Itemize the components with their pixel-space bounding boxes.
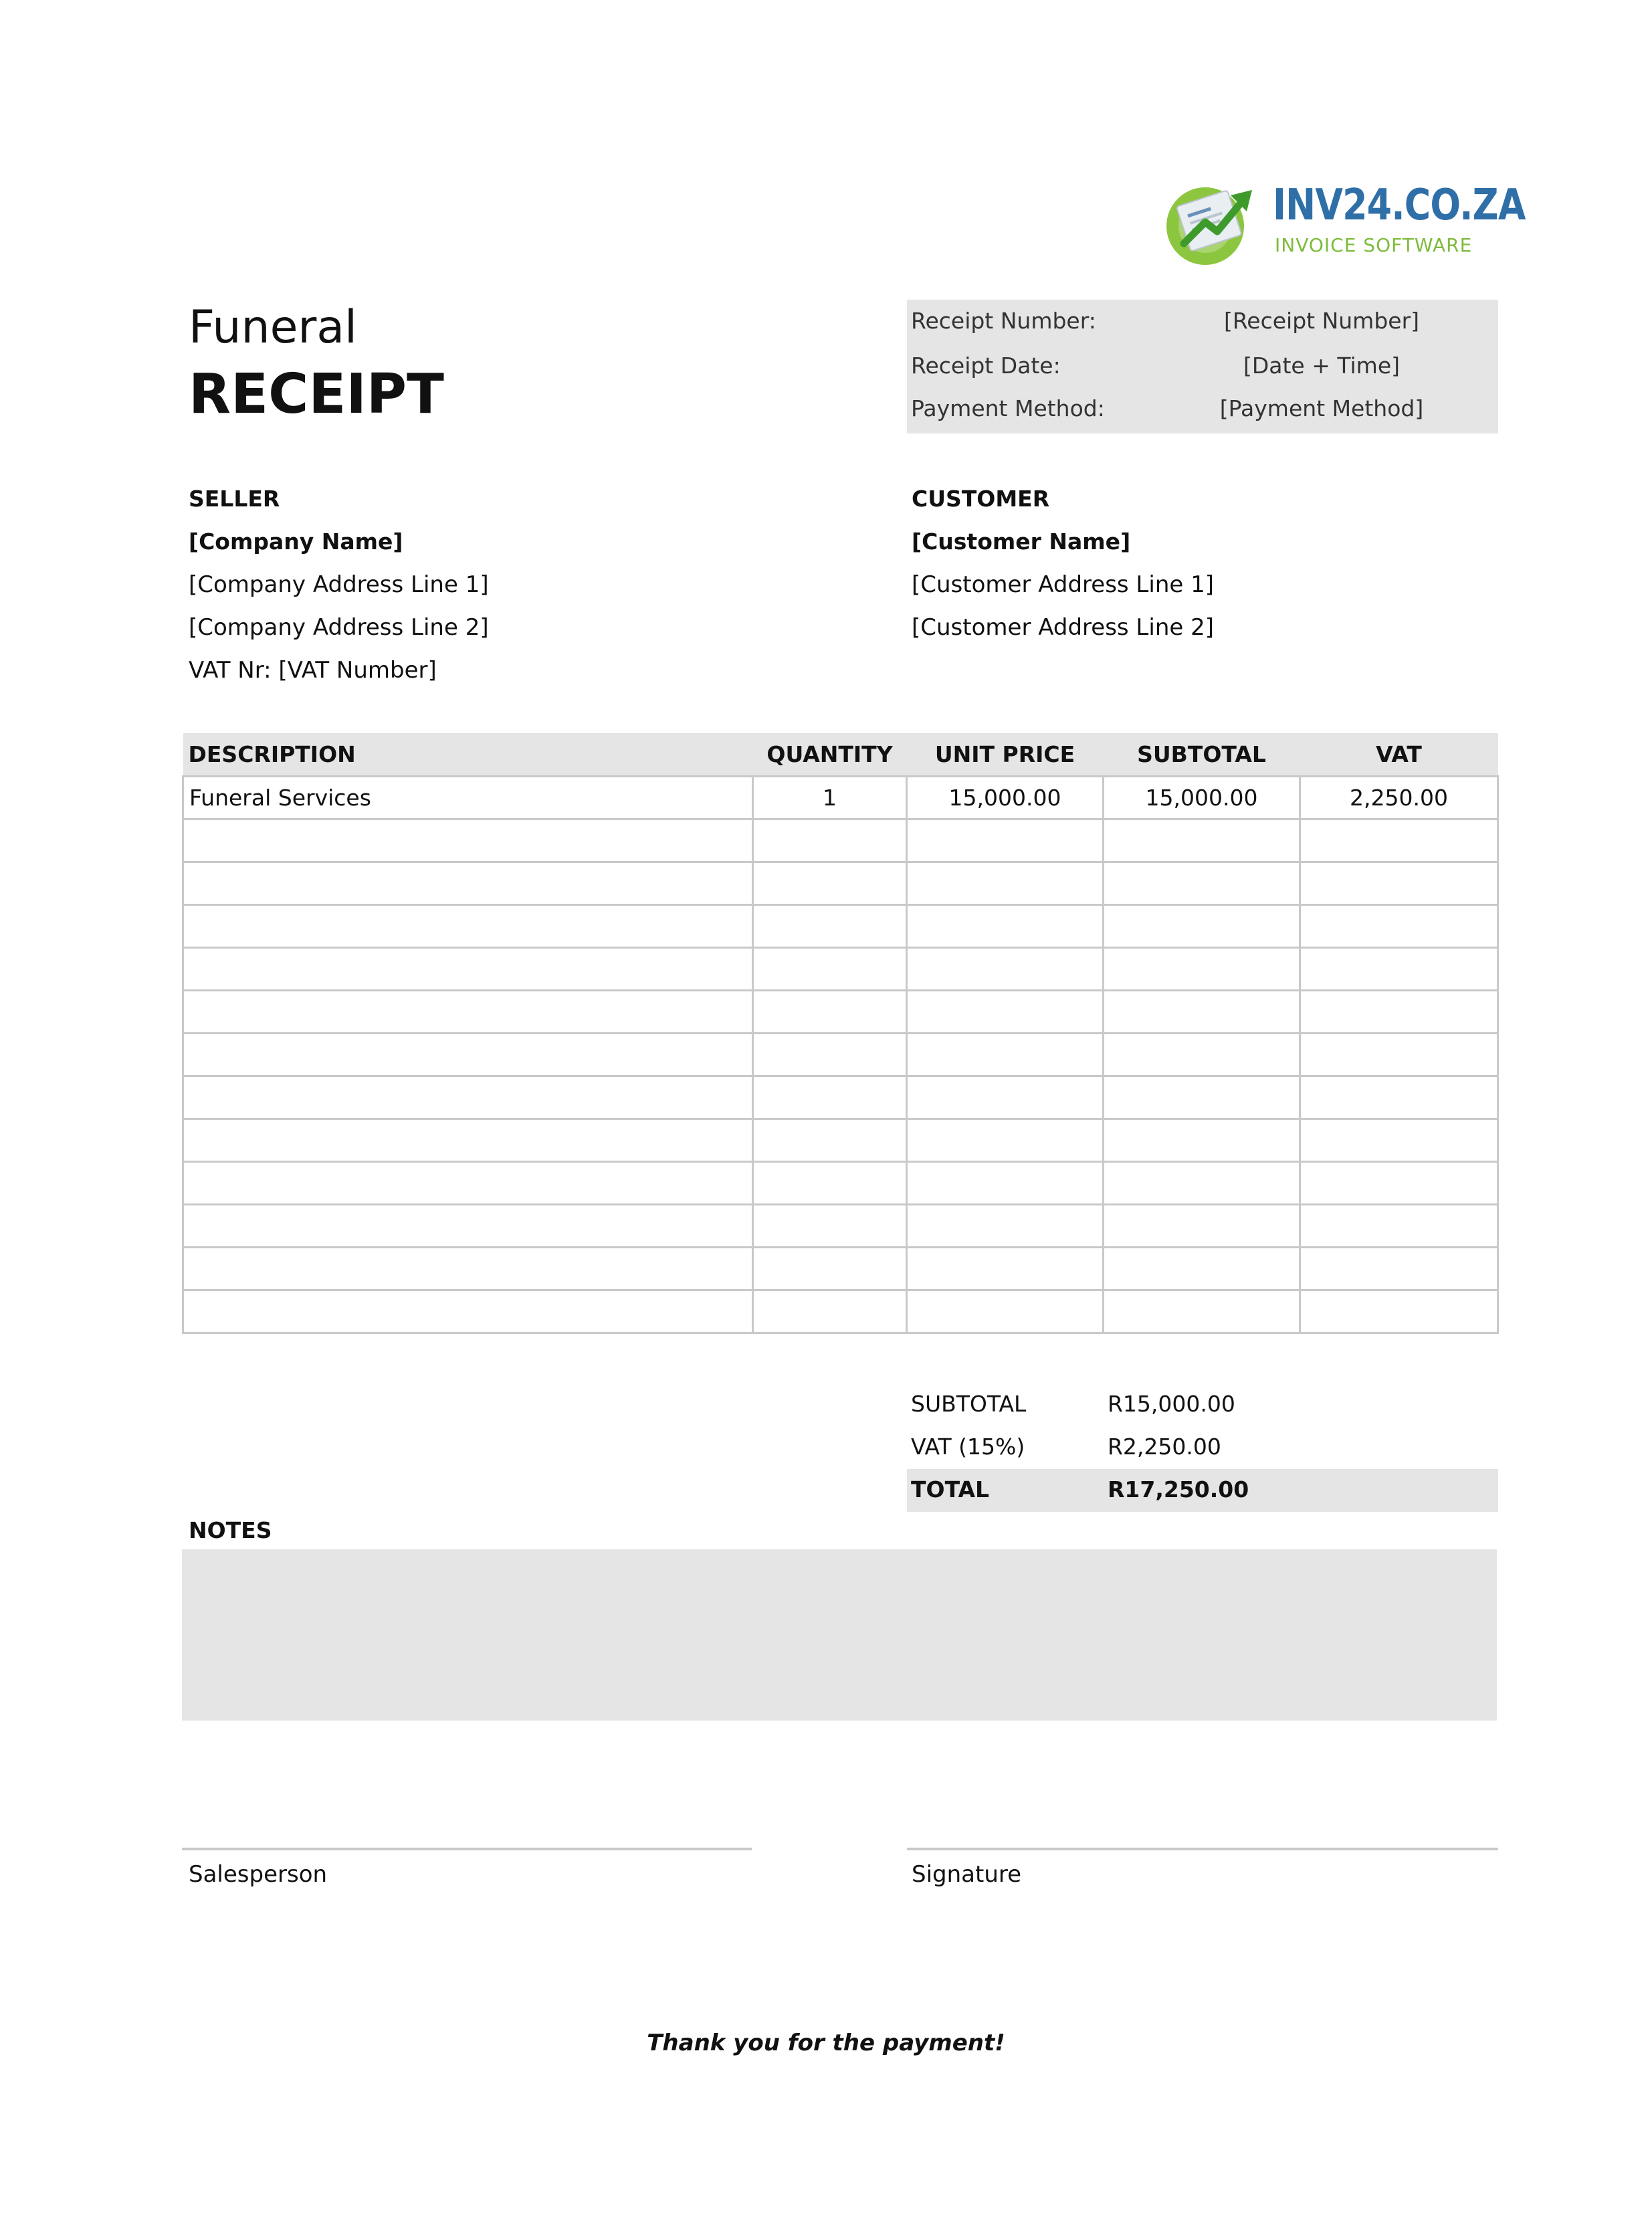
cell-subtotal[interactable]	[1104, 991, 1300, 1034]
seller-heading: SELLER	[189, 486, 280, 512]
cell-subtotal[interactable]	[1104, 1034, 1300, 1076]
cell-vat[interactable]	[1300, 1076, 1498, 1119]
seller-name[interactable]: [Company Name]	[189, 528, 403, 555]
cell-vat[interactable]	[1300, 1162, 1498, 1205]
cell-unit-price[interactable]	[907, 991, 1104, 1034]
receipt-number-row	[907, 300, 1498, 340]
subtotal-value: R15,000.00	[1108, 1391, 1235, 1417]
column-header-unit-price: UNIT PRICE	[907, 733, 1104, 777]
cell-vat[interactable]	[1300, 1205, 1498, 1248]
customer-signature-line[interactable]	[907, 1848, 1498, 1850]
payment-method-label: Payment Method:	[911, 395, 1105, 421]
cell-quantity[interactable]: 1	[753, 777, 907, 819]
brand-logo	[1164, 167, 1526, 268]
cell-quantity[interactable]	[753, 1034, 907, 1076]
totals-section	[907, 1383, 1498, 1512]
cell-quantity[interactable]	[753, 1290, 907, 1333]
cell-description[interactable]	[183, 1162, 753, 1205]
cell-quantity[interactable]	[753, 1205, 907, 1248]
column-header-quantity: QUANTITY	[753, 733, 907, 777]
column-header-subtotal: SUBTOTAL	[1104, 733, 1300, 777]
customer-heading: CUSTOMER	[912, 486, 1050, 512]
cell-quantity[interactable]	[753, 862, 907, 905]
table-row	[183, 948, 1498, 991]
cell-subtotal[interactable]	[1104, 819, 1300, 862]
salesperson-label: Salesperson	[189, 1861, 328, 1888]
cell-unit-price[interactable]	[907, 1162, 1104, 1205]
cell-description[interactable]	[183, 1290, 753, 1333]
cell-unit-price[interactable]	[907, 948, 1104, 991]
table-row	[183, 862, 1498, 905]
cell-subtotal[interactable]	[1104, 1205, 1300, 1248]
cell-subtotal[interactable]	[1104, 905, 1300, 948]
line-items-table	[182, 733, 1499, 1334]
cell-description[interactable]	[183, 819, 753, 862]
receipt-date-value[interactable]: [Date + Time]	[1243, 353, 1400, 379]
seller-address-line-2[interactable]: [Company Address Line 2]	[189, 614, 489, 641]
subtotal-row	[907, 1383, 1498, 1426]
cell-quantity[interactable]	[753, 1076, 907, 1119]
document-title-category: Funeral	[189, 301, 357, 354]
customer-name[interactable]: [Customer Name]	[912, 528, 1131, 555]
cell-subtotal[interactable]	[1104, 1290, 1300, 1333]
cell-quantity[interactable]	[753, 991, 907, 1034]
table-row	[183, 1162, 1498, 1205]
cell-vat[interactable]	[1300, 905, 1498, 948]
cell-vat[interactable]	[1300, 862, 1498, 905]
cell-subtotal[interactable]	[1104, 1162, 1300, 1205]
cell-quantity[interactable]	[753, 1248, 907, 1290]
subtotal-label: SUBTOTAL	[911, 1391, 1027, 1417]
cell-vat[interactable]	[1300, 1119, 1498, 1162]
table-row	[183, 1076, 1498, 1119]
cell-unit-price[interactable]	[907, 1248, 1104, 1290]
cell-description[interactable]: Funeral Services	[183, 777, 753, 819]
table-row	[183, 1034, 1498, 1076]
cell-description[interactable]	[183, 1076, 753, 1119]
table-row	[183, 819, 1498, 862]
vat-row	[907, 1426, 1498, 1469]
cell-vat[interactable]	[1300, 1290, 1498, 1333]
receipt-number-value[interactable]: [Receipt Number]	[1223, 308, 1420, 334]
cell-quantity[interactable]	[753, 948, 907, 991]
cell-subtotal[interactable]: 15,000.00	[1104, 777, 1300, 819]
cell-unit-price[interactable]	[907, 1076, 1104, 1119]
table-row	[183, 1248, 1498, 1290]
vat-value: R2,250.00	[1108, 1434, 1221, 1460]
seller-vat-number[interactable]: VAT Nr: [VAT Number]	[189, 657, 437, 684]
cell-subtotal[interactable]	[1104, 948, 1300, 991]
logo-title: INV24.CO.ZA	[1273, 181, 1526, 230]
cell-vat[interactable]	[1300, 1034, 1498, 1076]
cell-description[interactable]	[183, 991, 753, 1034]
table-row	[183, 991, 1498, 1034]
cell-vat[interactable]: 2,250.00	[1300, 777, 1498, 819]
cell-vat[interactable]	[1300, 991, 1498, 1034]
cell-unit-price[interactable]: 15,000.00	[907, 777, 1104, 819]
notes-heading: NOTES	[189, 1517, 272, 1543]
total-row	[907, 1469, 1498, 1512]
receipt-info-box	[907, 300, 1498, 433]
receipt-date-row	[907, 345, 1498, 385]
cell-unit-price[interactable]	[907, 819, 1104, 862]
cell-description[interactable]	[183, 905, 753, 948]
cell-unit-price[interactable]	[907, 1119, 1104, 1162]
receipt-number-label: Receipt Number:	[911, 308, 1096, 334]
table-row	[183, 1119, 1498, 1162]
column-header-vat: VAT	[1300, 733, 1498, 777]
total-label: TOTAL	[911, 1476, 990, 1502]
notes-field[interactable]	[182, 1549, 1497, 1721]
cell-unit-price[interactable]	[907, 1290, 1104, 1333]
payment-method-row	[907, 387, 1498, 427]
signature-label: Signature	[912, 1861, 1022, 1888]
cell-unit-price[interactable]	[907, 862, 1104, 905]
cell-subtotal[interactable]	[1104, 1248, 1300, 1290]
customer-address-line-2[interactable]: [Customer Address Line 2]	[912, 614, 1214, 641]
seller-address-line-1[interactable]: [Company Address Line 1]	[189, 571, 489, 598]
cell-quantity[interactable]	[753, 819, 907, 862]
cell-quantity[interactable]	[753, 1162, 907, 1205]
cell-subtotal[interactable]	[1104, 1119, 1300, 1162]
table-row	[183, 777, 1498, 819]
cell-unit-price[interactable]	[907, 1034, 1104, 1076]
salesperson-signature-line[interactable]	[182, 1848, 752, 1850]
table-row	[183, 1205, 1498, 1248]
cell-quantity[interactable]	[753, 905, 907, 948]
cell-unit-price[interactable]	[907, 1205, 1104, 1248]
vat-label: VAT (15%)	[911, 1434, 1025, 1460]
cell-vat[interactable]	[1300, 948, 1498, 991]
cell-description[interactable]	[183, 1248, 753, 1290]
cell-vat[interactable]	[1300, 1248, 1498, 1290]
table-header-row	[183, 733, 1498, 777]
cell-unit-price[interactable]	[907, 905, 1104, 948]
logo-subtitle: INVOICE SOFTWARE	[1275, 234, 1473, 256]
cell-description[interactable]	[183, 1205, 753, 1248]
column-header-description: DESCRIPTION	[183, 733, 753, 777]
customer-address-line-1[interactable]: [Customer Address Line 1]	[912, 571, 1214, 598]
cell-description[interactable]	[183, 862, 753, 905]
document-title: RECEIPT	[189, 363, 444, 426]
cell-subtotal[interactable]	[1104, 862, 1300, 905]
thank-you-message: Thank you for the payment!	[647, 2030, 1005, 2056]
invoice-growth-arrow-icon	[1164, 170, 1264, 270]
total-value: R17,250.00	[1108, 1476, 1249, 1502]
table-row	[183, 905, 1498, 948]
cell-description[interactable]	[183, 948, 753, 991]
cell-description[interactable]	[183, 1034, 753, 1076]
receipt-date-label: Receipt Date:	[911, 353, 1061, 379]
cell-vat[interactable]	[1300, 819, 1498, 862]
cell-quantity[interactable]	[753, 1119, 907, 1162]
table-row	[183, 1290, 1498, 1333]
cell-subtotal[interactable]	[1104, 1076, 1300, 1119]
cell-description[interactable]	[183, 1119, 753, 1162]
payment-method-value[interactable]: [Payment Method]	[1219, 395, 1424, 421]
